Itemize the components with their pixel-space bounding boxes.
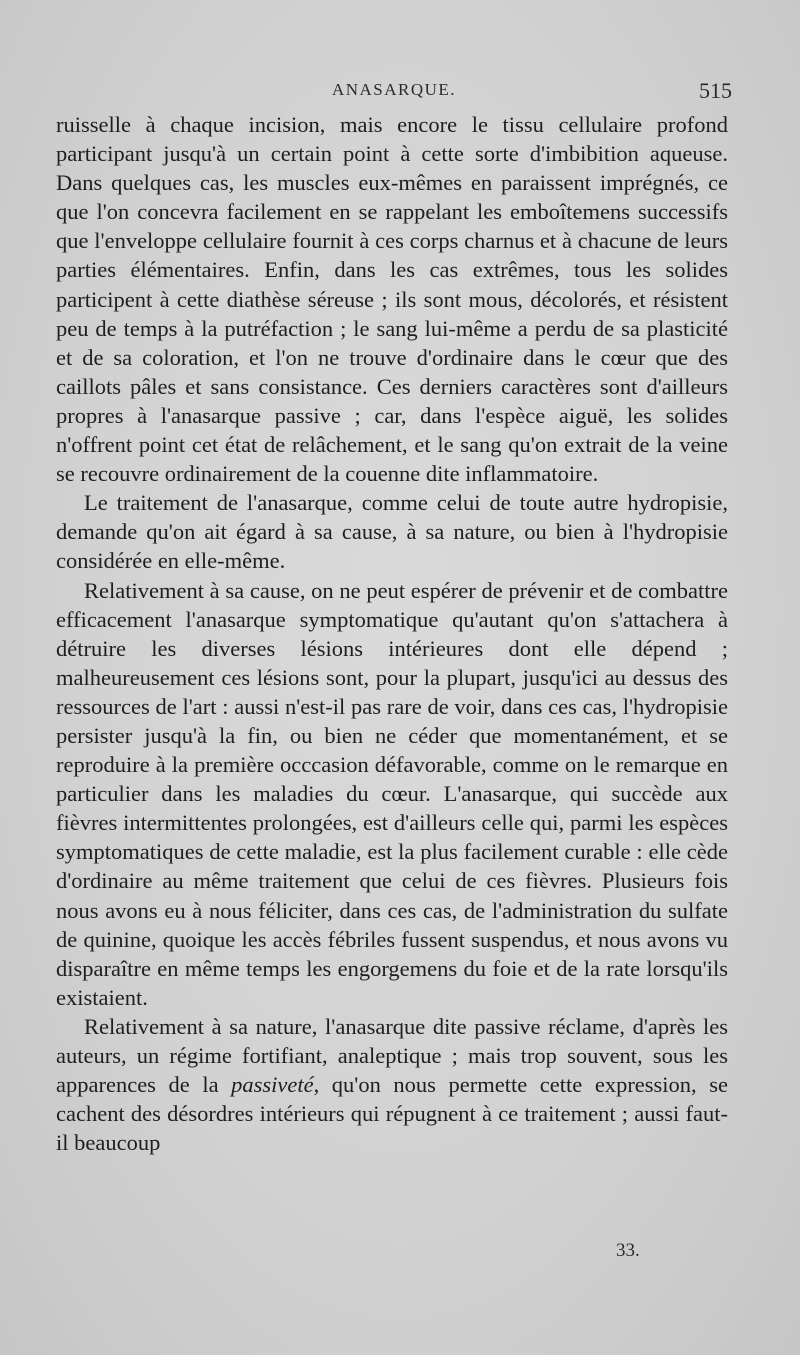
page-number: 515 [699, 78, 732, 103]
italic-term: passiveté [231, 1072, 314, 1098]
body-text [56, 110, 728, 1157]
paragraph-nature [56, 1012, 728, 1157]
paragraph-nature-start: Relativement à sa nature, l'anasarque dite passive réclame, d'après les auteurs, un régime fortifiant, analeptique ; mais trop souvent, sous les apparences de la [56, 1013, 728, 1098]
paragraph-nature-end: , qu'on nous permette cette expression, se cachent des désordres intérieurs qui répugnent à ce traitement ; aussi faut-il beaucoup [56, 1072, 728, 1156]
signature-mark: 33. [616, 1240, 640, 1261]
paragraph-continuation: ruisselle à chaque incision, mais encore le tissu cellulaire profond participant jusqu'à un certain point à cette sorte d'imbibition aqueuse. Dans quelques cas, les muscles eux-mêmes en paraissent imprégnés, ce que l'on concevra facilement en se rappelant les emboîtemens successifs que l'enveloppe cellulaire fournit à ces corps charnus et à chacune de leurs parties élémentaires. Enfin, dans les cas extrêmes, tous les solides participent à cette diathèse séreuse ; ils sont mous, décolorés, et résistent peu de temps à la putréfaction ; le sang lui-même a perdu de sa plasticité et de sa coloration, et l'on ne trouve d'ordinaire dans le cœur que des caillots pâles et sans consistance. Ces derniers caractères sont d'ailleurs propres à l'anasarque passive ; car, dans l'espèce aiguë, les solides n'offrent point cet état de relâchement, et le sang qu'on extrait de la veine se recouvre ordinairement de la couenne dite inflammatoire. [56, 112, 728, 487]
paragraph-treatment: Le traitement de l'anasarque, comme celui de toute autre hydropisie, demande qu'on ait égard à sa cause, à sa nature, ou bien à l'hydropisie considérée en elle-même. [56, 490, 728, 574]
page-header [56, 80, 732, 108]
paragraph-cause: Relativement à sa cause, on ne peut espérer de prévenir et de combattre efficacement l'anasarque symptomatique qu'autant qu'on s'attachera à détruire les diverses lésions intérieures dont elle dépend ; malheureusement ces lésions sont, pour la plupart, jusqu'ici au dessus des ressources de l'art : aussi n'est-il pas rare de voir, dans ces cas, l'hydropisie persister jusqu'à la fin, ou bien ne céder que momentanément, et se reproduire à la première occcasion défavorable, comme on le remarque en particulier dans les maladies du cœur. L'anasarque, qui succède aux fièvres intermittentes prolongées, est d'ailleurs celle qui, parmi les espèces symptomatiques de cette maladie, est la plus facilement curable : elle cède d'ordinaire au même traitement que celui de ces fièvres. Plusieurs fois nous avons eu à nous féliciter, dans ces cas, de l'administration du sulfate de quinine, quoique les accès fébriles fussent suspendus, et nous avons vu disparaître en même temps les engorgemens du foie et de la rate lorsqu'ils existaient. [56, 577, 728, 1010]
running-head: ANASARQUE. [331, 80, 457, 99]
